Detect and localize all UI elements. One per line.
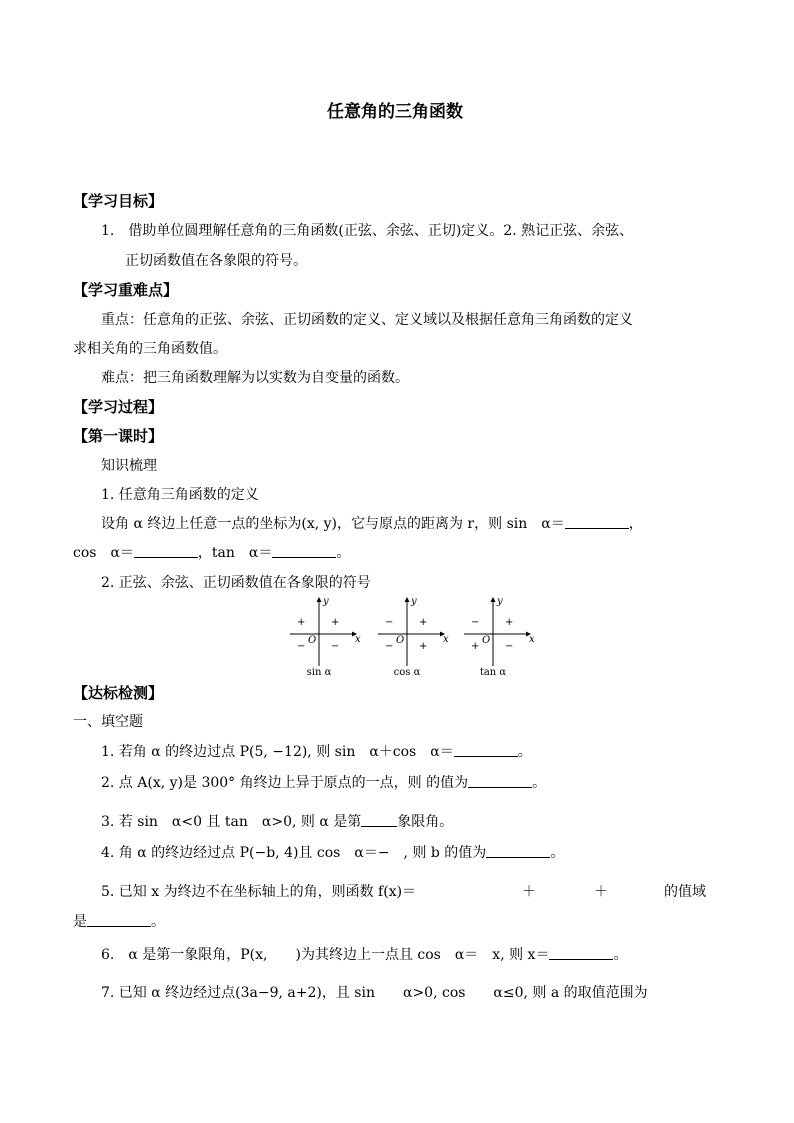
difficulty-line: 难点：把三角函数理解为以实数为自变量的函数。 [101, 370, 409, 386]
quadrant-2-sign: − [385, 617, 394, 628]
question-6 [101, 945, 627, 965]
answer-blank-1[interactable] [454, 742, 518, 757]
cos-label: cos α＝ [73, 545, 134, 561]
diagram-caption: cos α [393, 667, 421, 678]
x-axis-label: x [443, 634, 449, 645]
quadrant-3-sign: + [471, 641, 480, 652]
sign-diagrams [286, 594, 546, 678]
question-5-line-2 [73, 912, 165, 932]
question-1 [101, 742, 532, 762]
punct: 。 [517, 744, 532, 760]
question-4-text: 4. 角 α 的终边经过点 P(−b, 4)且 cos α＝− , 则 b 的值为 [101, 845, 487, 861]
answer-blank-3[interactable] [361, 812, 397, 827]
origin-label: O [308, 635, 317, 646]
plus-sign: ＋ [522, 884, 536, 900]
quadrant-1-sign: + [331, 617, 340, 628]
x-axis-label: x [355, 634, 361, 645]
punct: 。 [151, 914, 165, 930]
diagram-caption: sin α [306, 667, 332, 678]
tan-label: ，tan α＝ [197, 545, 273, 561]
answer-blank-2[interactable] [468, 773, 532, 788]
sign-diagrams-svg [286, 594, 546, 678]
y-axis-arrow [405, 597, 410, 602]
origin-label: O [396, 635, 405, 646]
question-4 [101, 843, 564, 863]
definition-line-1 [101, 514, 643, 534]
definition-title: 1. 任意角三角函数的定义 [101, 487, 259, 503]
quadrant-3-sign: − [385, 641, 394, 652]
fill-in-part: 一、填空题 [73, 714, 143, 730]
punct: 。 [550, 845, 565, 861]
question-3 [101, 812, 453, 832]
key-points-heading: 【学习重难点】 [73, 281, 179, 299]
key-points-line-1: 重点：任意角的正弦、余弦、正切函数的定义、定义域以及根据任意角三角函数的定义 [101, 312, 633, 328]
quadrant-3-sign: − [297, 641, 306, 652]
answer-blank-4[interactable] [486, 843, 550, 858]
diagram-caption: tan α [479, 667, 507, 678]
question-6-text: 6. α 是第一象限角，P(x, )为其终边上一点且 cos α＝ x, 则 x＝ [101, 947, 550, 963]
quadrant-4-sign: + [419, 641, 428, 652]
y-axis-label: y [323, 596, 329, 607]
knowledge-label: 知识梳理 [101, 458, 157, 474]
y-axis-arrow [317, 597, 322, 602]
quadrant-2-sign: + [297, 617, 306, 628]
question-3-tail: 象限角。 [397, 814, 454, 830]
quadrant-4-sign: − [331, 641, 340, 652]
origin-label: O [482, 635, 491, 646]
page-title: 任意角的三角函数 [327, 102, 463, 122]
goals-line-1: 1. 借助单位圆理解任意角的三角函数(正弦、余弦、正切)定义。2. 熟记正弦、余弦、 [101, 223, 634, 239]
goals-line-2: 正切函数值在各象限的符号。 [125, 253, 307, 269]
quadrant-2-sign: − [471, 617, 480, 628]
question-2-text: 2. 点 A(x, y)是 300° 角终边上异于原点的一点，则 的值为 [101, 775, 469, 791]
y-axis-arrow [491, 597, 496, 602]
goals-heading: 【学习目标】 [73, 192, 164, 210]
quadrant-4-sign: − [505, 641, 514, 652]
answer-blank-5[interactable] [87, 912, 151, 927]
process-heading: 【学习过程】 [73, 398, 164, 416]
question-7: 7. 已知 α 终边经过点(3a−9, a+2)，且 sin α>0, cos α≤0, 则 a 的取值范围为 [101, 985, 648, 1001]
answer-blank-6[interactable] [549, 945, 613, 960]
question-1-text: 1. 若角 α 的终边过点 P(5, −12), 则 sin α＋cos α＝ [101, 744, 454, 760]
quadrant-1-sign: + [419, 617, 428, 628]
definition-text: 设角 α 终边上任意一点的坐标为(x, y)，它与原点的距离为 r，则 sin α＝ [101, 516, 565, 532]
test-heading: 【达标检测】 [73, 684, 164, 702]
y-axis-label: y [497, 596, 503, 607]
question-5-range: 的值域 [664, 884, 706, 900]
quadrant-1-sign: + [505, 617, 514, 628]
plus-sign: ＋ [594, 884, 608, 900]
question-3-text: 3. 若 sin α<0 且 tan α>0, 则 α 是第 [101, 814, 362, 830]
sin-blank[interactable] [565, 514, 629, 529]
key-points-line-2: 求相关角的三角函数值。 [73, 341, 227, 357]
y-axis-label: y [411, 596, 417, 607]
punct: 。 [336, 545, 351, 561]
lesson-heading: 【第一课时】 [73, 427, 164, 445]
question-5-text: 5. 已知 x 为终边不在坐标轴上的角，则函数 f(x)＝ [101, 884, 417, 900]
tan-blank[interactable] [272, 543, 336, 558]
x-axis-label: x [529, 634, 535, 645]
sign-title: 2. 正弦、余弦、正切函数值在各象限的符号 [101, 575, 371, 591]
definition-line-2 [73, 543, 350, 563]
question-2 [101, 773, 546, 793]
punct: 。 [532, 775, 547, 791]
punct: ， [628, 516, 643, 532]
cos-blank[interactable] [134, 543, 198, 558]
question-5-is: 是 [73, 914, 87, 930]
punct: 。 [613, 947, 628, 963]
